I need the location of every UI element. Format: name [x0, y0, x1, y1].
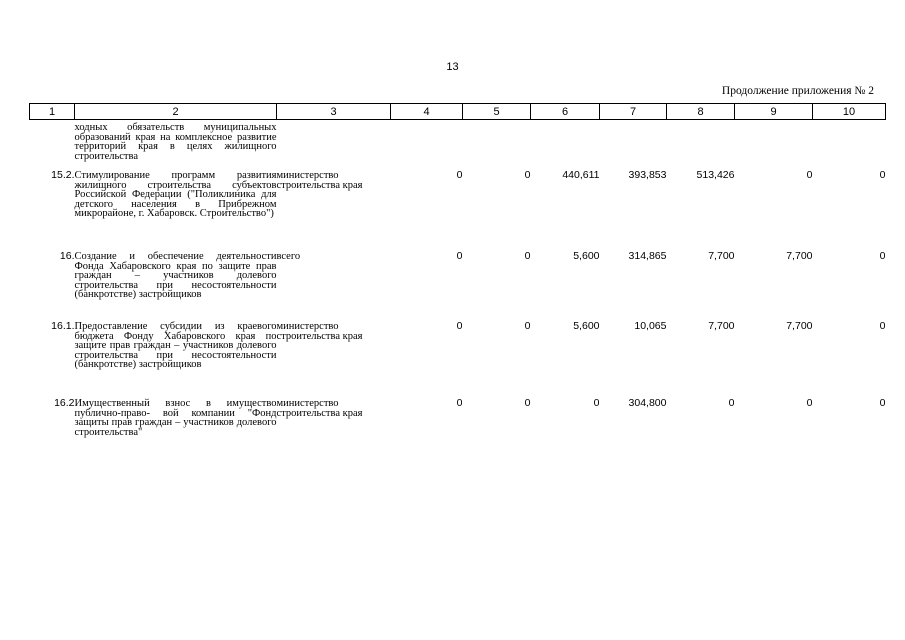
row-name: Имущественный взнос в имущество публично-право- вой компании "Фонд защиты прав граждан – участников долевого строительства" [74, 398, 277, 438]
table-header-row [30, 104, 886, 120]
row-value: 314,865 [628, 250, 667, 262]
column-header: 2 [75, 104, 277, 120]
row-name: ходных обязательств муниципальных образований края на комплексное развитие территорий края в целях жилищного строительства [74, 122, 277, 162]
table-row [30, 171, 886, 252]
row-value: 7,700 [708, 320, 735, 332]
table-row [30, 399, 886, 463]
row-number: 16.1. [51, 320, 75, 332]
page-number: 13 [446, 61, 459, 73]
row-value: 0 [879, 397, 886, 409]
column-header: 10 [813, 104, 886, 120]
row-executor: министерство строительства края [276, 398, 363, 419]
table-row [30, 252, 886, 322]
row-value: 0 [456, 169, 463, 181]
row-value: 513,426 [696, 169, 735, 181]
column-header: 5 [463, 104, 531, 120]
table-row [30, 120, 886, 172]
column-header: 9 [735, 104, 813, 120]
table-row [30, 322, 886, 399]
row-value: 0 [524, 250, 531, 262]
row-value: 0 [806, 397, 813, 409]
row-value: 0 [524, 169, 531, 181]
row-name: Стимулирование программ развития жилищного строительства субъектов Российской Федерации ("Поликлиника для детского населения в Прибрежном микрорайоне, г. Хабаровск. Строительство") [74, 170, 277, 220]
row-value [667, 120, 735, 172]
row-value: 0 [728, 397, 735, 409]
row-value [600, 120, 667, 172]
row-value: 0 [879, 320, 886, 332]
column-header: 6 [531, 104, 600, 120]
row-number: 16. [59, 250, 75, 262]
row-value: 10,065 [634, 320, 667, 332]
row-value: 7,700 [786, 250, 813, 262]
row-value: 0 [524, 397, 531, 409]
row-executor [277, 120, 391, 172]
row-value [391, 120, 463, 172]
row-executor: министерство строительства края [276, 170, 363, 191]
row-value: 0 [879, 169, 886, 181]
appendix-continuation-label: Продолжение приложения № 2 [721, 85, 874, 97]
row-executor: всего [276, 251, 301, 262]
row-value: 393,853 [628, 169, 667, 181]
row-number [30, 120, 75, 172]
row-value: 0 [524, 320, 531, 332]
row-number: 15.2. [51, 169, 75, 181]
row-name: Создание и обеспечение деятельности Фонда Хабаровского края по защите прав граждан – участников долевого строительства при несостоятельности (банкротстве) застройщиков [74, 251, 277, 301]
row-value: 440,611 [562, 169, 600, 181]
row-executor: министерство строительства края [276, 321, 363, 342]
column-header: 8 [667, 104, 735, 120]
column-header: 1 [30, 104, 75, 120]
column-header: 4 [391, 104, 463, 120]
column-header: 7 [600, 104, 667, 120]
row-value: 5,600 [573, 250, 600, 262]
row-value: 0 [456, 250, 463, 262]
row-value: 7,700 [708, 250, 735, 262]
appendix-table [29, 103, 886, 463]
row-value: 0 [456, 320, 463, 332]
row-value [813, 120, 886, 172]
row-value [735, 120, 813, 172]
row-value: 5,600 [573, 320, 600, 332]
row-value: 0 [879, 250, 886, 262]
row-value: 0 [593, 397, 600, 409]
row-value: 0 [806, 169, 813, 181]
row-value [531, 120, 600, 172]
row-name: Предоставление субсидии из краевого бюджета Фонду Хабаровского края по защите прав граждан – участников долевого строительства при несостоятельности (банкротстве) застройщиков [74, 321, 277, 371]
row-number: 16.2 [54, 397, 75, 409]
column-header: 3 [277, 104, 391, 120]
row-value: 304,800 [628, 397, 667, 409]
row-value [463, 120, 531, 172]
row-value: 7,700 [786, 320, 813, 332]
row-value: 0 [456, 397, 463, 409]
